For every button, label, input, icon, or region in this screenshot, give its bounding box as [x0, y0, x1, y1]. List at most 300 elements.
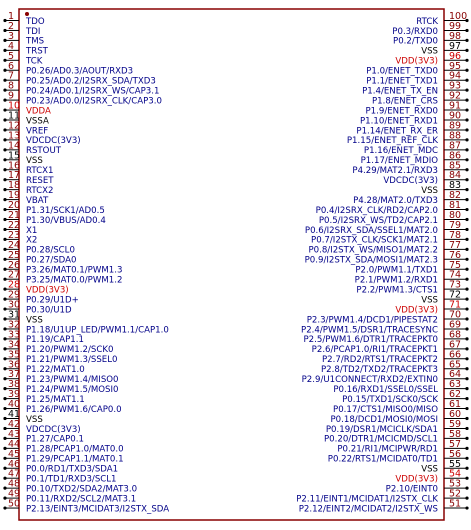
pin-name: VSS: [26, 156, 43, 167]
pin-name: RTCK: [416, 16, 438, 27]
pin-name: P0.24/AD0.1/I2SRX_WS/CAP3.1: [26, 86, 160, 97]
pin-end-dot: [465, 39, 468, 42]
pin-number: 86: [449, 150, 462, 162]
pin-end-dot: [3, 59, 6, 62]
pin-end-dot: [3, 218, 6, 221]
pin-number: 28: [8, 279, 21, 291]
pin-name: RTCX1: [26, 166, 54, 177]
pin-name: P0.15/TXD1/SCK0/SCK: [342, 394, 438, 405]
pin-end-dot: [465, 317, 468, 320]
pin-number: 49: [8, 488, 21, 500]
pin-name: RESET: [26, 176, 54, 186]
pin-number: 67: [449, 339, 462, 351]
pin-end-dot: [3, 387, 6, 390]
pin-end-dot: [3, 178, 6, 181]
pin-name: VSS: [421, 464, 438, 475]
pin-number: 20: [8, 200, 21, 212]
pin-end-dot: [465, 487, 468, 490]
pin-number: 2: [8, 20, 15, 32]
pin-name: P0.26/AD0.3/AOUT/RXD3: [26, 66, 134, 77]
pin-number: 33: [8, 329, 21, 341]
pin-end-dot: [3, 19, 6, 22]
pin-end-dot: [465, 427, 468, 430]
pin-number: 45: [8, 448, 21, 460]
pin-name: TCK: [26, 56, 43, 67]
pin-name: P1.27/CAP0.1: [26, 434, 84, 445]
pin-end-dot: [3, 317, 6, 320]
pin-name: P0.10/TXD2/SDA2/MAT3.0: [26, 484, 138, 495]
pin-number: 8: [8, 80, 15, 92]
pin-name: P1.18/U1UP_LED/PWM1.1/CAP1.0: [26, 325, 169, 336]
pin-number: 68: [449, 329, 462, 341]
pin-name: P2.5/PWM1.6/DTR1/TRACEPKT0: [303, 335, 438, 346]
pin-number: 40: [8, 399, 21, 411]
pin-number: 12: [8, 120, 21, 132]
pin-number: 4: [8, 40, 15, 52]
pin-number: 100: [449, 11, 468, 22]
pin-number: 42: [8, 418, 21, 430]
pin-number: 96: [449, 50, 462, 62]
pin-name: VSS: [26, 315, 43, 326]
pin-end-dot: [465, 357, 468, 360]
pin-number: 97: [449, 40, 462, 52]
pin-name: P1.26/PWM1.6/CAP0.0: [26, 404, 122, 415]
pin-number: 38: [8, 379, 21, 391]
pin-name: X1: [26, 225, 38, 236]
pin-end-dot: [3, 148, 6, 151]
pin-name: P1.14/ENET_RX_ER: [356, 126, 438, 137]
pin-name: P2.13/EINT3/MCIDAT3/I2STX_SDA: [26, 504, 170, 515]
pin-end-dot: [465, 377, 468, 380]
right-pin: [296, 489, 468, 505]
pin-end-dot: [465, 457, 468, 460]
pin-name: P2.10/EINT0: [385, 484, 438, 495]
pin-name: VDDA: [26, 106, 51, 117]
pin-number: 25: [8, 249, 21, 261]
pin-name: P0.6/I2SRX_SDA/SSEL1/MAT2.0: [304, 225, 438, 236]
pin-name: P2.9/U1CONNECT/RXD2/EXTIN0: [301, 375, 438, 385]
pin-end-dot: [465, 178, 468, 181]
pin-number: 88: [449, 130, 462, 142]
pin-end-dot: [465, 29, 468, 32]
pin-end-dot: [465, 168, 468, 171]
pin-end-dot: [465, 437, 468, 440]
pin-number: 13: [8, 130, 21, 142]
pin-number: 21: [8, 210, 21, 221]
pin-end-dot: [3, 238, 6, 241]
pin-end-dot: [3, 69, 6, 72]
pin-name: P1.23/PWM1.4/MISO0: [26, 375, 119, 385]
pin-name: VSS: [421, 295, 438, 306]
pin-end-dot: [3, 288, 6, 291]
pin-number: 63: [449, 379, 462, 391]
pin-end-dot: [3, 497, 6, 500]
pin-end-dot: [465, 506, 468, 509]
pin-number: 71: [449, 299, 462, 311]
pin-number: 81: [449, 200, 462, 212]
pin-end-dot: [3, 208, 6, 211]
pin-number: 37: [8, 369, 21, 381]
pin-end-dot: [3, 357, 6, 360]
pin-name: P1.4/ENET_TX_EN: [362, 86, 438, 97]
pin-end-dot: [3, 268, 6, 271]
pin-name: P0.1/TD1/RXD3/SCL1: [26, 474, 117, 485]
pin-name: P2.2/PWM1.3/CTS1: [356, 285, 438, 296]
pin-number: 53: [449, 478, 462, 490]
pin-end-dot: [465, 447, 468, 450]
pin-number: 90: [449, 110, 462, 122]
pin-name: P4.28/MAT2.0/TXD3: [353, 195, 438, 206]
pin-name: P1.21/PWM1.3/SSEL0: [26, 355, 118, 366]
pin-name: P0.21/RI1/MCIPWR/RD1: [337, 444, 438, 455]
pin-number: 52: [449, 488, 462, 500]
pin-number: 23: [8, 229, 21, 241]
pin-number: 19: [8, 190, 21, 202]
pin-end-dot: [465, 298, 468, 301]
pin-end-dot: [465, 79, 468, 82]
pin-end-dot: [465, 158, 468, 161]
pin-name: VSS: [26, 414, 43, 425]
pin-end-dot: [465, 258, 468, 261]
pin-number: 70: [449, 309, 462, 321]
pin-number: 34: [8, 339, 21, 351]
pin-end-dot: [3, 248, 6, 251]
pin-end-dot: [3, 298, 6, 301]
pin-name: P3.26/MAT0.1/PWM1.3: [26, 265, 123, 276]
pin-name: RTCX2: [26, 185, 54, 196]
pin-name: VSSA: [26, 116, 49, 127]
pin-name: P1.30/VBUS/AD0.4: [26, 215, 106, 226]
pin-end-dot: [3, 477, 6, 480]
pin-name: VDD(3V3): [395, 56, 438, 67]
pin-number: 44: [8, 438, 21, 450]
pin-number: 74: [449, 269, 462, 281]
pin-end-dot: [465, 337, 468, 340]
pin-end-dot: [3, 506, 6, 509]
pin-end-dot: [3, 258, 6, 261]
pin-number: 66: [449, 349, 462, 361]
pin-end-dot: [465, 248, 468, 251]
pin-end-dot: [3, 307, 6, 310]
pin-name: P0.4/I2SRX_CLK/RD2/CAP2.0: [315, 205, 438, 216]
pin-name: P2.6/PCAP1.0/RI1/TRACEPKT1: [311, 345, 438, 356]
pin-number: 84: [449, 170, 462, 182]
pin-number: 56: [449, 448, 462, 460]
pin-number: 7: [8, 70, 15, 82]
pin-name: TRST: [26, 46, 48, 57]
pin-number: 10: [8, 100, 21, 112]
pin-number: 62: [449, 389, 462, 401]
pin-number: 92: [449, 90, 462, 102]
pin-number: 99: [449, 20, 462, 32]
pin-number: 31: [8, 309, 21, 321]
pin-end-dot: [465, 417, 468, 420]
pin-name: VDCDC(3V3): [383, 176, 438, 186]
pin-end-dot: [465, 367, 468, 370]
pin-end-dot: [465, 49, 468, 52]
pin-number: 39: [8, 389, 21, 401]
pin-number: 80: [449, 210, 462, 221]
pin-end-dot: [3, 39, 6, 42]
pin-number: 64: [449, 369, 462, 381]
pin-end-dot: [465, 148, 468, 151]
pin-number: 93: [449, 80, 462, 92]
pin-name: TDI: [26, 26, 41, 37]
pin-end-dot: [465, 198, 468, 201]
pin-end-dot: [465, 397, 468, 400]
pin-number: 87: [449, 140, 462, 152]
pin-name: VDCDC(3V3): [26, 136, 81, 147]
pin-number: 75: [449, 259, 462, 271]
pin-end-dot: [3, 447, 6, 450]
pin-end-dot: [3, 49, 6, 52]
pin-number: 1: [8, 11, 15, 22]
pin-number: 59: [449, 418, 462, 430]
pin-name: TDO: [26, 16, 45, 27]
pin-end-dot: [465, 208, 468, 211]
pin-name: P0.8/I2STX_WS/MISO1/MAT2.2: [308, 245, 438, 256]
pin-end-dot: [3, 417, 6, 420]
pin-end-dot: [3, 427, 6, 430]
pin-number: 78: [449, 229, 462, 241]
pin-number: 57: [449, 438, 462, 450]
pin-number: 32: [8, 319, 21, 331]
pin-name: P1.29/PCAP1.1/MAT0.1: [26, 454, 124, 465]
pin-end-dot: [465, 288, 468, 291]
left-pin: [3, 61, 133, 77]
pin-name: P1.9/ENET_RXD0: [365, 106, 438, 117]
pin-end-dot: [3, 367, 6, 370]
pin-end-dot: [3, 158, 6, 161]
pin-number: 6: [8, 60, 15, 72]
pin-end-dot: [3, 168, 6, 171]
pin-end-dot: [465, 138, 468, 141]
pin-number: 77: [449, 239, 462, 251]
pin-number: 83: [449, 180, 462, 192]
pin-end-dot: [465, 387, 468, 390]
pin-name: P0.28/SCL0: [26, 245, 75, 256]
pin-number: 46: [8, 458, 21, 470]
pin-name: P0.29/U1D+: [26, 295, 79, 306]
pin-end-dot: [3, 327, 6, 330]
pin-end-dot: [3, 377, 6, 380]
pin-number: 41: [8, 409, 21, 420]
pin-name: P0.27/SDA0: [26, 255, 77, 266]
pin-number: 89: [449, 120, 462, 132]
pin-end-dot: [3, 337, 6, 340]
pin-number: 85: [449, 160, 462, 172]
pin-name: P0.19/DSR1/MCICLK/SDA1: [325, 424, 438, 435]
pin-end-dot: [465, 108, 468, 111]
pin-name: P1.31/SCK1/AD0.5: [26, 205, 105, 216]
pin-number: 16: [8, 160, 21, 172]
pin-number: 17: [8, 170, 21, 182]
pin-number: 58: [449, 428, 462, 440]
pin-number: 76: [449, 249, 462, 261]
pin-number: 60: [449, 409, 462, 420]
pin-number: 69: [449, 319, 462, 331]
pin-name: P2.7/RD2/RTS1/TRACEPKT2: [321, 355, 438, 366]
pin-end-dot: [3, 138, 6, 141]
pin-number: 24: [8, 239, 21, 251]
pin-name: VREF: [26, 126, 49, 137]
pin-end-dot: [3, 89, 6, 92]
pin-name: P0.20/DTR1/MCICMD/SCL1: [323, 434, 438, 445]
pin-end-dot: [3, 29, 6, 32]
pin-end-dot: [465, 407, 468, 410]
pin-name: P0.16/RXD1/SSEL0/SSEL: [333, 384, 438, 395]
pin-name: P2.12/EINT2/MCIDAT2/I2STX_WS: [298, 504, 438, 515]
pin1-marker-dot: [25, 12, 29, 16]
pin-end-dot: [3, 128, 6, 131]
pin-number: 15: [8, 150, 21, 162]
pin-end-dot: [465, 228, 468, 231]
pin-number: 73: [449, 279, 462, 291]
pin-end-dot: [3, 487, 6, 490]
pin-name: P0.25/AD0.2/I2SRX_SDA/TXD3: [26, 76, 156, 87]
pin-end-dot: [3, 347, 6, 350]
pin-number: 5: [8, 50, 15, 62]
pin-number: 3: [8, 30, 15, 42]
pin-name: P1.1/ENET_TXD1: [366, 76, 438, 87]
pin-number: 54: [449, 468, 462, 480]
pin-name: VSS: [421, 185, 438, 196]
pin-name: P2.8/TD2/TXD2/TRACEPKT3: [321, 365, 438, 376]
pin-end-dot: [465, 497, 468, 500]
pin-name: P1.10/ENET_RXD1: [360, 116, 438, 127]
pin-name: P0.30/U1D: [26, 305, 72, 316]
pin-name: P1.22/MAT1.0: [26, 365, 85, 376]
pin-end-dot: [465, 268, 468, 271]
pin-end-dot: [465, 238, 468, 241]
pin-number: 43: [8, 428, 21, 440]
pin-name: P2.3/PWM1.4/DCD1/PIPESTAT2: [306, 315, 438, 326]
pin-number: 30: [8, 299, 21, 311]
pin-number: 72: [449, 289, 462, 301]
pin-end-dot: [3, 108, 6, 111]
pin-number: 91: [449, 100, 462, 112]
pin-name: P0.23/AD0.0/I2SRX_CLK/CAP3.0: [26, 96, 162, 107]
pin-number: 18: [8, 180, 21, 192]
pin-name: RSTOUT: [26, 146, 61, 157]
pin-number: 55: [449, 458, 462, 470]
pin-end-dot: [465, 188, 468, 191]
pin-name: P1.8/ENET_CRS: [371, 96, 438, 107]
pin-name: P0.22/RTS1/MCIDAT0/TD1: [327, 454, 438, 465]
pin-number: 36: [8, 359, 21, 371]
pin-name: P1.15/ENET_REF_CLK: [346, 136, 438, 147]
pin-end-dot: [465, 118, 468, 121]
pin-name: P0.5/I2SRX_WS/TD2/CAP2.1: [318, 215, 438, 226]
pin-number: 79: [449, 219, 462, 231]
pin-end-dot: [465, 477, 468, 480]
pin-name: P0.9/I2STX_SDA/MOSI1/MAT2.3: [304, 255, 438, 266]
pin-end-dot: [3, 467, 6, 470]
pin-end-dot: [3, 457, 6, 460]
pin-name: P1.25/MAT1.1: [26, 394, 85, 405]
pin-number: 82: [449, 190, 462, 202]
pin-number: 11: [8, 110, 21, 122]
pin-number: 47: [8, 468, 21, 480]
pin-name: VSS: [421, 46, 438, 57]
pin-number: 27: [8, 269, 21, 281]
pin-name: P0.11/RXD2/SCL2/MAT3.1: [26, 494, 137, 505]
pin-name: P4.29/MAT2.1/RXD3: [352, 166, 438, 177]
pin-end-dot: [3, 118, 6, 121]
pin-number: 94: [449, 70, 462, 82]
pin-name: P2.11/EINT1/MCIDAT1/I2STX_CLK: [296, 494, 438, 505]
pin-number: 26: [8, 259, 21, 271]
pin-end-dot: [465, 99, 468, 102]
pin-name: P0.18/DCD1/MOSI0/MOSI: [330, 414, 438, 425]
pin-end-dot: [465, 327, 468, 330]
pin-number: 22: [8, 219, 21, 231]
pin-number: 29: [8, 289, 21, 301]
pin-name: P0.0/RD1/TXD3/SDA1: [26, 464, 119, 475]
pin-name: P0.17/CTS1/MISO0/MISO: [333, 404, 438, 415]
pin-end-dot: [3, 99, 6, 102]
pin-end-dot: [465, 128, 468, 131]
pin-end-dot: [465, 89, 468, 92]
pin-end-dot: [465, 347, 468, 350]
pin-name: P0.2/TXD0: [393, 36, 438, 47]
pin-name: VDD(3V3): [26, 285, 69, 296]
pin-number: 48: [8, 478, 21, 490]
pin-name: P1.19/CAP1.1: [26, 335, 84, 346]
pin-name: P2.4/PWM1.5/DSR1/TRACESYNC: [301, 325, 438, 336]
pin-name: P2.0/PWM1.1/TXD1: [355, 265, 438, 276]
pin-name: P3.25/MAT0.0/PWM1.2: [26, 275, 123, 286]
pin-name: P1.24/PWM1.5/MOSI0: [26, 384, 119, 395]
pin-end-dot: [3, 407, 6, 410]
pin-number: 61: [449, 399, 462, 411]
pin-end-dot: [3, 278, 6, 281]
pin-end-dot: [3, 79, 6, 82]
pin-end-dot: [465, 69, 468, 72]
pin-number: 65: [449, 359, 462, 371]
pin-number: 98: [449, 30, 462, 42]
pin-end-dot: [465, 218, 468, 221]
pin-name: VDD(3V3): [395, 305, 438, 316]
pin-name: VBAT: [26, 195, 49, 206]
pin-end-dot: [465, 59, 468, 62]
pin-name: P1.17/ENET_MDIO: [360, 156, 438, 167]
pin-number: 35: [8, 349, 21, 361]
pin-end-dot: [3, 198, 6, 201]
pin-name: P1.0/ENET_TXD0: [366, 66, 438, 77]
pin-name: X2: [26, 235, 38, 246]
pin-name: VDCDC(3V3): [26, 424, 81, 435]
pin-number: 14: [8, 140, 21, 152]
pin-name: P1.20/PWM1.2/SCK0: [26, 345, 114, 356]
pin-name: P1.16/ENET_MDC: [363, 146, 438, 157]
pin-number: 51: [449, 498, 462, 510]
pin-name: VDD(3V3): [395, 474, 438, 485]
pin-end-dot: [3, 437, 6, 440]
pin-end-dot: [3, 188, 6, 191]
pin-name: P2.1/PWM1.2/RXD1: [354, 275, 438, 286]
pin-name: TMS: [26, 36, 45, 47]
pin-number: 50: [8, 498, 21, 510]
pin-name: P0.3/RXD0: [392, 26, 438, 37]
pin-end-dot: [3, 397, 6, 400]
pin-end-dot: [465, 307, 468, 310]
pin-number: 95: [449, 60, 462, 72]
pin-end-dot: [465, 467, 468, 470]
pin-end-dot: [3, 228, 6, 231]
pin-number: 9: [8, 90, 15, 102]
pin-name: P1.28/PCAP1.0/MAT0.0: [26, 444, 124, 455]
